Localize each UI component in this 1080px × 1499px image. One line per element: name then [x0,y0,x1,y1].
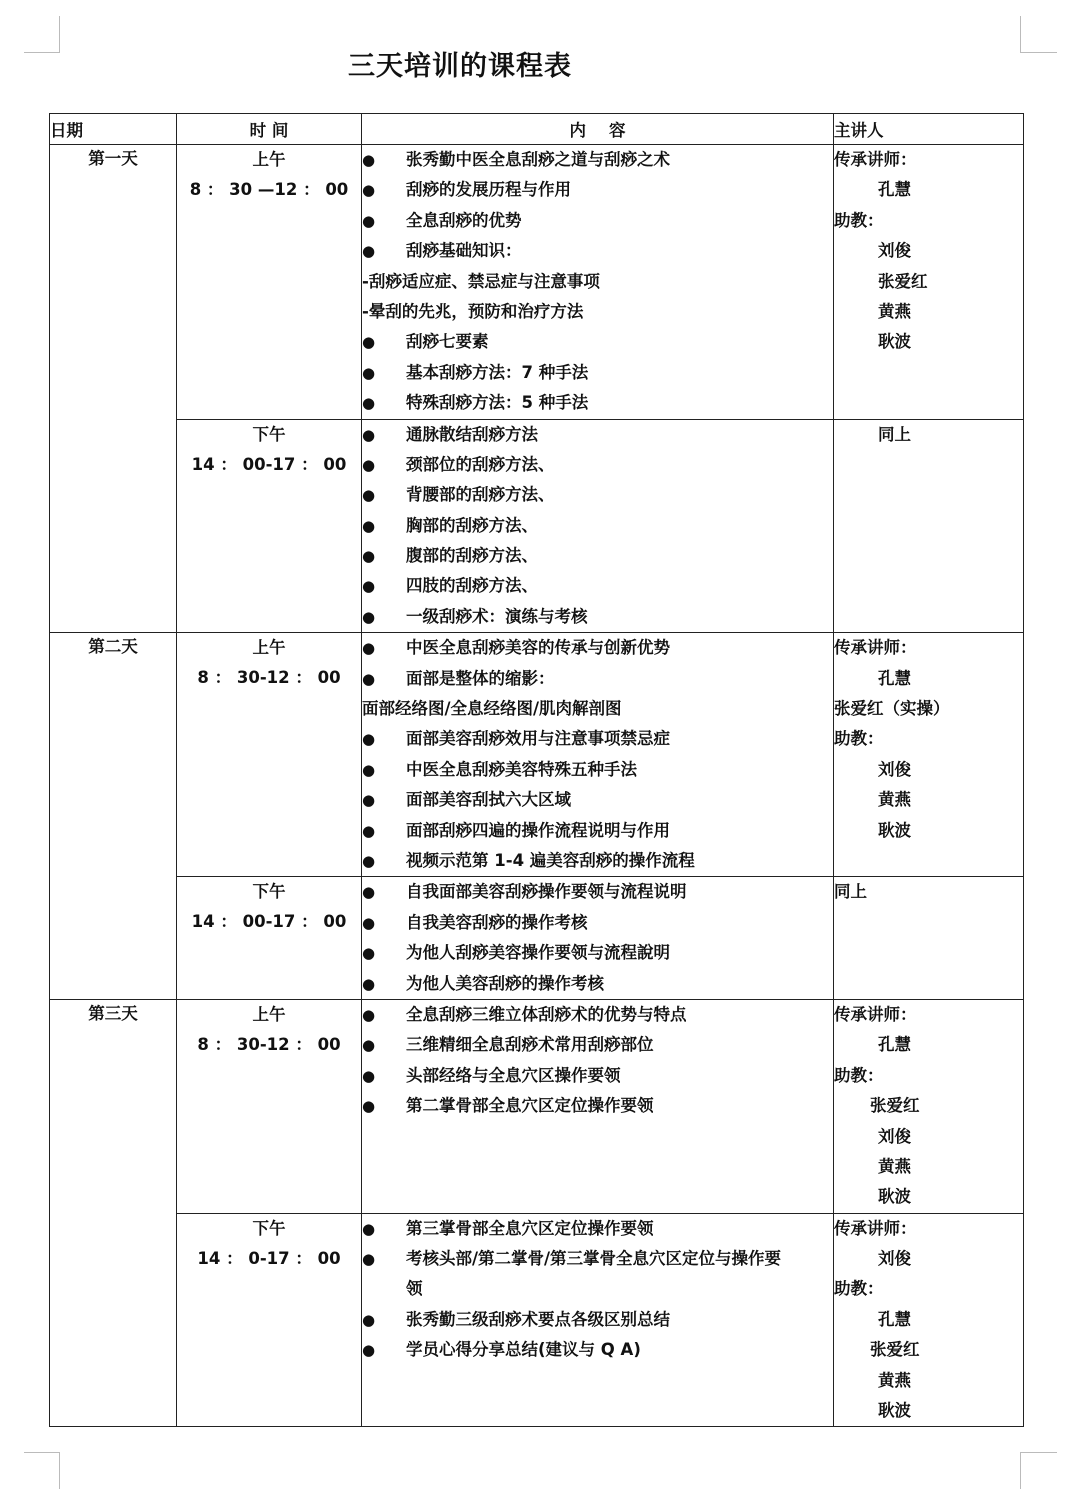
speaker-role: 传承讲师： [834,638,917,658]
bullet-icon [362,1091,406,1121]
content-item [362,633,833,663]
content-item-text: 自我美容刮痧的操作考核 [406,912,588,932]
header-content: 内 容 [362,114,834,145]
speaker-name: 黄燕 [878,1370,911,1390]
session-speakers [834,145,1024,420]
speaker-name: 孔慧 [878,668,911,688]
content-item [362,145,833,175]
session-row [50,1213,1024,1427]
content-item [362,664,833,694]
session-period: 上午 [252,1004,286,1024]
content-item-text: 面部美容刮痧效用与注意事项禁忌症 [406,729,670,749]
speaker-name: 耿波 [878,820,911,840]
content-item-text: -晕刮的先兆，预防和治疗方法 [362,301,584,321]
content-item-text: 视频示范第 1-4 遍美容刮痧的操作流程 [406,850,695,870]
speaker-name: 耿波 [878,1187,911,1207]
corner-mark-top-right [1020,16,1057,53]
content-item [362,388,833,418]
session-time: 8 ： 30 —12 ： 00 [189,180,349,199]
session-period: 下午 [252,882,286,902]
session-speakers [834,999,1024,1213]
speaker-name: 黄燕 [878,790,911,810]
session-time-cell [177,419,362,633]
session-row [50,999,1024,1213]
speaker-role: 助教： [834,1065,884,1085]
content-item [362,846,833,876]
speaker-role: 传承讲师： [834,1218,917,1238]
session-content [362,419,834,633]
session-period: 下午 [252,424,286,444]
session-time-cell [177,145,362,420]
session-time-cell [177,1213,362,1427]
content-item [362,938,833,968]
content-item [362,327,833,357]
bullet-icon [362,969,406,999]
bullet-icon [362,420,406,450]
speaker-role: 助教： [834,1279,884,1299]
session-time: 14 ： 0-17 ： 00 [197,1248,341,1268]
bullet-icon [362,633,406,663]
schedule-body [50,145,1024,1427]
bullet-icon [362,358,406,388]
content-item [362,267,833,297]
content-item-text: 一级刮痧术：演练与考核 [406,606,588,626]
content-item-text: 张秀勤三级刮痧术要点各级区别总结 [406,1309,670,1329]
session-speakers [834,877,1024,1000]
content-item-text: 刮痧七要素 [406,332,489,352]
content-item-text: 头部经络与全息穴区操作要领 [406,1065,621,1085]
content-item-text: 刮痧的发展历程与作用 [406,180,571,200]
bullet-icon [362,816,406,846]
corner-mark-bottom-left [24,1452,60,1489]
header-row [50,114,1024,145]
bullet-icon [362,755,406,785]
content-item [362,1305,833,1335]
bullet-icon [362,571,406,601]
session-row [50,419,1024,633]
speaker-name: 刘俊 [878,759,911,779]
content-item [362,450,833,480]
speaker-name: 孔慧 [878,1035,911,1055]
content-item-text: 通脉散结刮痧方法 [406,424,538,444]
speaker-name: 孔慧 [878,1309,911,1329]
session-row [50,145,1024,420]
header-speaker: 主讲人 [834,114,1024,145]
content-item-text: 特殊刮痧方法：5 种手法 [406,393,589,413]
content-item [362,1335,833,1365]
content-item-text: 全息刮痧的优势 [406,210,522,230]
session-time-cell [177,999,362,1213]
bullet-icon [362,724,406,754]
content-item-text: 三维精细全息刮痧术常用刮痧部位 [406,1035,654,1055]
content-item [362,1000,833,1030]
session-time: 8 ： 30-12 ： 00 [197,1034,341,1054]
speaker-role: 传承讲师： [834,150,917,169]
content-item-text: 中医全息刮痧美容的传承与创新优势 [406,638,670,658]
session-speakers [834,419,1024,633]
content-item [362,602,833,632]
speaker-role: 助教： [834,729,884,749]
schedule-table [49,113,1024,1427]
content-item-text: 第三掌骨部全息穴区定位操作要领 [406,1218,654,1238]
bullet-icon [362,206,406,236]
bullet-icon [362,1000,406,1030]
bullet-icon [362,175,406,205]
bullet-icon [362,480,406,510]
bullet-icon [362,846,406,876]
content-item-text: 四肢的刮痧方法、 [406,576,538,596]
content-item [362,785,833,815]
session-time: 8 ： 30-12 ： 00 [197,668,341,688]
content-item [362,206,833,236]
content-item [362,1061,833,1091]
session-time: 14 ： 00-17 ： 00 [191,912,347,932]
content-item-text: 刮痧基础知识： [406,241,522,261]
header-time: 时 间 [177,114,362,145]
session-period: 上午 [252,638,286,658]
speaker-name: 黄燕 [878,1156,911,1176]
content-item-text: 自我面部美容刮痧操作要领与流程说明 [406,882,687,902]
content-item [362,1274,833,1304]
content-item-text: -刮痧适应症、禁忌症与注意事项 [362,271,600,291]
bullet-icon [362,1335,406,1365]
content-item [362,1214,833,1244]
content-item [362,571,833,601]
content-item-text: 全息刮痧三维立体刮痧术的优势与特点 [406,1004,687,1024]
content-item [362,480,833,510]
day-label: 第一天 [50,145,177,633]
content-item [362,511,833,541]
speaker-role: 同上 [834,882,867,902]
bullet-icon [362,602,406,632]
speaker-role: 助教： [834,210,884,230]
page-title: 三天培训的课程表 [348,51,572,82]
content-item-text: 基本刮痧方法：7 种手法 [406,362,589,382]
content-item-text: 面部是整体的缩影： [406,668,555,688]
content-item-text: 腹部的刮痧方法、 [406,546,538,566]
bullet-icon [362,1061,406,1091]
session-content [362,145,834,420]
content-item-text: 考核头部/第二掌骨/第三掌骨全息穴区定位与操作要 [406,1249,782,1269]
content-item-text: 为他人刮痧美容操作要领与流程說明 [406,943,670,963]
content-item [362,541,833,571]
bullet-icon [362,327,406,357]
bullet-icon [362,450,406,480]
session-period: 上午 [252,150,286,169]
speaker-name: 刘俊 [878,1126,911,1146]
bullet-icon [362,664,406,694]
speaker-role: 张爱红（实操） [834,699,950,719]
session-content [362,877,834,1000]
corner-mark-bottom-right [1020,1452,1057,1489]
bullet-icon [362,541,406,571]
session-content [362,1213,834,1427]
bullet-icon [362,938,406,968]
speaker-name: 黄燕 [878,301,911,321]
content-item-text: 领 [406,1279,423,1299]
bullet-icon [362,145,406,175]
bullet-icon [362,388,406,418]
bullet-icon [362,785,406,815]
session-period: 下午 [252,1218,286,1238]
content-item-text: 面部刮痧四遍的操作流程说明与作用 [406,820,670,840]
session-row [50,877,1024,1000]
speaker-role: 传承讲师： [834,1004,917,1024]
content-item [362,969,833,999]
content-item-text: 面部经络图/全息经络图/肌肉解剖图 [362,699,622,719]
speaker-name: 刘俊 [878,241,911,261]
content-item-text: 胸部的刮痧方法、 [406,515,538,535]
content-item-text: 为他人美容刮痧的操作考核 [406,973,604,993]
speaker-name: 同上 [878,424,911,444]
day-label: 第二天 [50,633,177,1000]
bullet-icon [362,1214,406,1244]
content-item-text: 颈部位的刮痧方法、 [406,454,555,474]
content-item [362,358,833,388]
day-label: 第三天 [50,999,177,1426]
speaker-name: 耿波 [878,1401,911,1421]
content-item-text: 第二掌骨部全息穴区定位操作要领 [406,1096,654,1116]
content-item [362,724,833,754]
content-item-text: 中医全息刮痧美容特殊五种手法 [406,759,637,779]
speaker-name: 孔慧 [878,180,911,200]
content-item [362,877,833,907]
content-item [362,1030,833,1060]
content-item [362,908,833,938]
content-item [362,297,833,327]
content-item-text: 学员心得分享总结(建议与 Q A) [406,1340,641,1360]
content-item-text: 背腰部的刮痧方法、 [406,485,555,505]
speaker-name: 刘俊 [878,1249,911,1269]
content-item [362,175,833,205]
content-item-text: 面部美容刮拭六大区域 [406,790,571,810]
bullet-icon [362,1030,406,1060]
content-item [362,694,833,724]
content-item-text: 张秀勤中医全息刮痧之道与刮痧之术 [406,150,670,169]
content-item [362,420,833,450]
content-item [362,236,833,266]
content-item [362,1244,833,1274]
session-content [362,633,834,877]
bullet-icon [362,236,406,266]
session-time: 14 ： 00-17 ： 00 [191,454,347,474]
content-item [362,816,833,846]
bullet-icon [362,1305,406,1335]
speaker-name: 张爱红 [870,1340,920,1360]
content-item [362,755,833,785]
header-date: 日期 [50,114,177,145]
bullet-icon [362,908,406,938]
session-content [362,999,834,1213]
speaker-name: 张爱红 [878,271,928,291]
session-row [50,633,1024,877]
session-time-cell [177,877,362,1000]
speaker-name: 耿波 [878,332,911,352]
bullet-icon [362,511,406,541]
session-speakers [834,1213,1024,1427]
session-speakers [834,633,1024,877]
speaker-name: 张爱红 [870,1096,920,1116]
content-item [362,1091,833,1121]
bullet-icon [362,1244,406,1274]
session-time-cell [177,633,362,877]
bullet-icon [362,877,406,907]
